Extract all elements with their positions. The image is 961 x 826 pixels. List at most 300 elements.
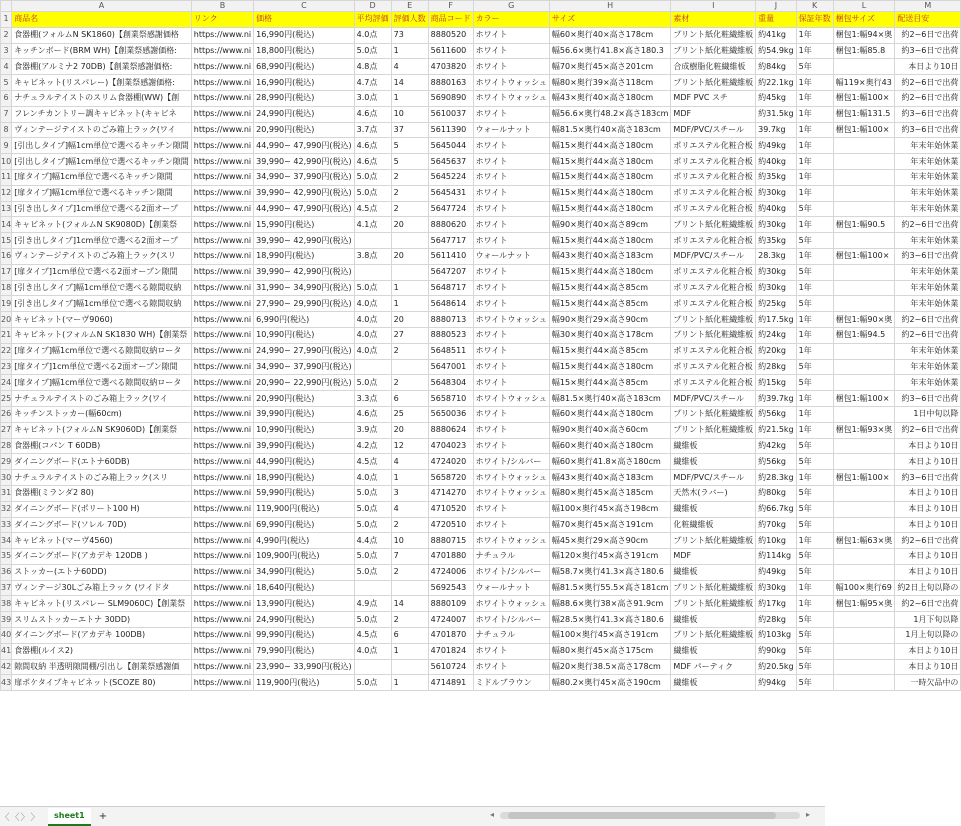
- cell[interactable]: https://www.ni: [191, 43, 253, 59]
- cell[interactable]: 3.9点: [354, 422, 391, 438]
- cell[interactable]: 20,990~ 22,990円(税込): [254, 375, 354, 391]
- cell[interactable]: ナチュラルテイストのごみ箱上ラック(スリ: [12, 470, 192, 486]
- cell[interactable]: ナチュラル: [473, 628, 549, 644]
- row-number[interactable]: 42: [1, 659, 12, 675]
- row-number[interactable]: 23: [1, 359, 12, 375]
- cell[interactable]: 梱包1:幅94×奥: [833, 27, 895, 43]
- cell[interactable]: 年末年始休業: [895, 280, 961, 296]
- header-cell[interactable]: 商品名: [12, 12, 192, 28]
- cell[interactable]: https://www.ni: [191, 533, 253, 549]
- cell[interactable]: 34,990~ 37,990円(税込): [254, 359, 354, 375]
- cell[interactable]: 幅15×奥行44×高さ180cm: [549, 154, 671, 170]
- cell[interactable]: 隙間収納 半透明隙間棚/引出し【創業祭感謝価: [12, 659, 192, 675]
- row-number[interactable]: 34: [1, 533, 12, 549]
- cell[interactable]: 5690890: [428, 90, 473, 106]
- header-cell[interactable]: 商品コード: [428, 12, 473, 28]
- cell[interactable]: [833, 201, 895, 217]
- cell[interactable]: https://www.ni: [191, 201, 253, 217]
- cell[interactable]: 繊維板: [671, 564, 756, 580]
- cell[interactable]: 食器棚(ミランダ2 80): [12, 485, 192, 501]
- cell[interactable]: ウォールナット: [473, 122, 549, 138]
- cell[interactable]: 4.8点: [354, 59, 391, 75]
- row-number[interactable]: 28: [1, 438, 12, 454]
- cell[interactable]: ホワイト: [473, 43, 549, 59]
- cell[interactable]: 梱包1:幅93×奥: [833, 422, 895, 438]
- cell[interactable]: https://www.ni: [191, 185, 253, 201]
- cell[interactable]: 2: [391, 375, 428, 391]
- cell[interactable]: 27,990~ 29,990円(税込): [254, 296, 354, 312]
- cell[interactable]: ホワイトウォッシュ: [473, 90, 549, 106]
- cell[interactable]: 7: [391, 549, 428, 565]
- cell[interactable]: 8880624: [428, 422, 473, 438]
- cell[interactable]: 約2~6日で出荷: [895, 327, 961, 343]
- cell[interactable]: 幅15×奥行44×高さ180cm: [549, 264, 671, 280]
- cell[interactable]: 4724007: [428, 612, 473, 628]
- cell[interactable]: 5年: [796, 233, 833, 249]
- cell[interactable]: https://www.ni: [191, 580, 253, 596]
- cell[interactable]: 5.0点: [354, 675, 391, 691]
- cell[interactable]: プリント紙化粧繊維板: [671, 312, 756, 328]
- cell[interactable]: 5年: [796, 659, 833, 675]
- cell[interactable]: 4: [391, 454, 428, 470]
- cell[interactable]: 8880520: [428, 27, 473, 43]
- cell[interactable]: 68,990円(税込): [254, 59, 354, 75]
- cell[interactable]: 6,990円(税込): [254, 312, 354, 328]
- cell[interactable]: [引き出しタイプ]1cm単位で選べる2面オープ: [12, 233, 192, 249]
- cell[interactable]: 5645224: [428, 169, 473, 185]
- cell[interactable]: ホワイト/シルバー: [473, 454, 549, 470]
- cell[interactable]: キャビネット(フォルムN SK1830 WH)【創業祭: [12, 327, 192, 343]
- header-cell[interactable]: 梱包サイズ: [833, 12, 895, 28]
- cell[interactable]: 4.1点: [354, 217, 391, 233]
- row-number[interactable]: 15: [1, 233, 12, 249]
- cell[interactable]: 20,990円(税込): [254, 122, 354, 138]
- cell[interactable]: ホワイト: [473, 280, 549, 296]
- cell[interactable]: 13,990円(税込): [254, 596, 354, 612]
- cell[interactable]: 幅81.5×奥行55.5×高さ181cm: [549, 580, 671, 596]
- horizontal-scrollbar[interactable]: [500, 812, 800, 819]
- cell[interactable]: [391, 264, 428, 280]
- cell[interactable]: [833, 485, 895, 501]
- cell[interactable]: 幅100×奥行69: [833, 580, 895, 596]
- row-number[interactable]: 25: [1, 391, 12, 407]
- cell[interactable]: MDF/PVC/スチール: [671, 248, 756, 264]
- cell[interactable]: ホワイト: [473, 59, 549, 75]
- cell[interactable]: 5645044: [428, 138, 473, 154]
- cell[interactable]: 5年: [796, 612, 833, 628]
- row-number[interactable]: 19: [1, 296, 12, 312]
- cell[interactable]: 幅43×奥行40×高さ180cm: [549, 90, 671, 106]
- cell[interactable]: ホワイトウォッシュ: [473, 312, 549, 328]
- cell[interactable]: 幅20×奥行38.5×高さ178cm: [549, 659, 671, 675]
- cell[interactable]: 1年: [796, 43, 833, 59]
- cell[interactable]: 39,990~ 42,990円(税込): [254, 154, 354, 170]
- cell[interactable]: ナチュラルテイストのスリム食器棚(WW)【創: [12, 90, 192, 106]
- cell[interactable]: 2: [391, 564, 428, 580]
- cell[interactable]: スリムストッカーエトナ 30DD): [12, 612, 192, 628]
- cell[interactable]: 5658710: [428, 391, 473, 407]
- cell[interactable]: 24,990円(税込): [254, 612, 354, 628]
- cell[interactable]: 1年: [796, 106, 833, 122]
- cell[interactable]: 約10kg: [756, 533, 797, 549]
- cell[interactable]: 4714891: [428, 675, 473, 691]
- cell[interactable]: ポリエステル化粧合板: [671, 154, 756, 170]
- cell[interactable]: 8880523: [428, 327, 473, 343]
- cell[interactable]: 3.0点: [354, 90, 391, 106]
- cell[interactable]: ホワイト: [473, 375, 549, 391]
- cell[interactable]: 約2~6日で出荷: [895, 422, 961, 438]
- row-number[interactable]: 41: [1, 643, 12, 659]
- cell[interactable]: 3.3点: [354, 391, 391, 407]
- cell[interactable]: 約3~6日で出荷: [895, 122, 961, 138]
- cell[interactable]: [引出しタイプ]幅1cm単位で選べるキッチン隙間: [12, 154, 192, 170]
- cell[interactable]: https://www.ni: [191, 75, 253, 91]
- cell[interactable]: 4.0点: [354, 27, 391, 43]
- row-number[interactable]: 31: [1, 485, 12, 501]
- cell[interactable]: 梱包1:幅85.8: [833, 43, 895, 59]
- cell[interactable]: 14: [391, 596, 428, 612]
- row-number[interactable]: 1: [1, 12, 12, 28]
- cell[interactable]: 8880109: [428, 596, 473, 612]
- cell[interactable]: 18,800円(税込): [254, 43, 354, 59]
- cell[interactable]: 5.0点: [354, 501, 391, 517]
- cell[interactable]: 幅60×奥行41.8×高さ180cm: [549, 454, 671, 470]
- cell[interactable]: [引出しタイプ]幅1cm単位で選べるキッチン隙間: [12, 138, 192, 154]
- cell[interactable]: 梱包1:幅90×奥: [833, 312, 895, 328]
- cell[interactable]: [833, 59, 895, 75]
- cell[interactable]: 4: [391, 59, 428, 75]
- cell[interactable]: [391, 359, 428, 375]
- cell[interactable]: 約22.1kg: [756, 75, 797, 91]
- cell[interactable]: 梱包1:幅100×: [833, 122, 895, 138]
- cell[interactable]: 39.7kg: [756, 122, 797, 138]
- cell[interactable]: 約30kg: [756, 280, 797, 296]
- cell[interactable]: 15,990円(税込): [254, 217, 354, 233]
- cell[interactable]: 1: [391, 643, 428, 659]
- cell[interactable]: ホワイトウォッシュ: [473, 75, 549, 91]
- cell[interactable]: ポリエステル化粧合板: [671, 280, 756, 296]
- cell[interactable]: 幅70×奥行45×高さ201cm: [549, 59, 671, 75]
- cell[interactable]: https://www.ni: [191, 659, 253, 675]
- cell[interactable]: ポリエステル化粧合板: [671, 296, 756, 312]
- column-header[interactable]: A: [12, 1, 192, 12]
- cell[interactable]: 4.0点: [354, 643, 391, 659]
- cell[interactable]: プリント紙化粧繊維板: [671, 533, 756, 549]
- column-header[interactable]: J: [756, 1, 797, 12]
- cell[interactable]: 梱包1:幅131.5: [833, 106, 895, 122]
- cell[interactable]: ポリエステル化粧合板: [671, 375, 756, 391]
- cell[interactable]: [391, 580, 428, 596]
- cell[interactable]: 約42kg: [756, 438, 797, 454]
- cell[interactable]: 31,990~ 34,990円(税込): [254, 280, 354, 296]
- cell[interactable]: 幅100×奥行45×高さ191cm: [549, 628, 671, 644]
- row-number[interactable]: 43: [1, 675, 12, 691]
- cell[interactable]: ホワイト: [473, 217, 549, 233]
- cell[interactable]: https://www.ni: [191, 406, 253, 422]
- cell[interactable]: https://www.ni: [191, 343, 253, 359]
- next-sheet-button[interactable]: 〉: [20, 813, 30, 823]
- cell[interactable]: 1年: [796, 406, 833, 422]
- cell[interactable]: ポリエステル化粧合板: [671, 185, 756, 201]
- row-number[interactable]: 4: [1, 59, 12, 75]
- cell[interactable]: ホワイトウォッシュ: [473, 596, 549, 612]
- cell[interactable]: 34,990~ 37,990円(税込): [254, 169, 354, 185]
- row-number[interactable]: 32: [1, 501, 12, 517]
- cell[interactable]: 5648304: [428, 375, 473, 391]
- cell[interactable]: 約40kg: [756, 201, 797, 217]
- header-cell[interactable]: 平均評価: [354, 12, 391, 28]
- cell[interactable]: 1年: [796, 75, 833, 91]
- cell[interactable]: 4,990円(税込): [254, 533, 354, 549]
- row-number[interactable]: 11: [1, 169, 12, 185]
- cell[interactable]: 年末年始休業: [895, 138, 961, 154]
- cell[interactable]: 23,990~ 33,990円(税込): [254, 659, 354, 675]
- cell[interactable]: 5.0点: [354, 564, 391, 580]
- cell[interactable]: 20: [391, 312, 428, 328]
- cell[interactable]: 本日より10日: [895, 59, 961, 75]
- cell[interactable]: 5年: [796, 201, 833, 217]
- cell[interactable]: 39,990~ 42,990円(税込): [254, 264, 354, 280]
- cell[interactable]: 5645637: [428, 154, 473, 170]
- cell[interactable]: 1日中旬以降: [895, 406, 961, 422]
- cell[interactable]: ポリエステル化粧合板: [671, 264, 756, 280]
- cell[interactable]: 1年: [796, 280, 833, 296]
- cell[interactable]: 年末年始休業: [895, 233, 961, 249]
- cell[interactable]: 5610724: [428, 659, 473, 675]
- cell[interactable]: [833, 517, 895, 533]
- cell[interactable]: [扉タイプ]幅1cm単位で選べるキッチン隙間: [12, 169, 192, 185]
- cell[interactable]: 約17kg: [756, 596, 797, 612]
- cell[interactable]: https://www.ni: [191, 643, 253, 659]
- cell[interactable]: 5.0点: [354, 43, 391, 59]
- cell[interactable]: 約103kg: [756, 628, 797, 644]
- row-number[interactable]: 16: [1, 248, 12, 264]
- cell[interactable]: 5: [391, 138, 428, 154]
- cell[interactable]: https://www.ni: [191, 438, 253, 454]
- row-number[interactable]: 7: [1, 106, 12, 122]
- cell[interactable]: 5年: [796, 675, 833, 691]
- cell[interactable]: https://www.ni: [191, 312, 253, 328]
- cell[interactable]: 幅70×奥行45×高さ191cm: [549, 517, 671, 533]
- cell[interactable]: 幅90×奥行40×高さ89cm: [549, 217, 671, 233]
- cell[interactable]: 5年: [796, 517, 833, 533]
- cell[interactable]: 28,990円(税込): [254, 90, 354, 106]
- cell[interactable]: https://www.ni: [191, 470, 253, 486]
- cell[interactable]: 繊維板: [671, 454, 756, 470]
- cell[interactable]: 本日より10日: [895, 438, 961, 454]
- cell[interactable]: ストッカー(エトナ60DD): [12, 564, 192, 580]
- cell[interactable]: 1年: [796, 343, 833, 359]
- cell[interactable]: 幅43×奥行40×高さ183cm: [549, 470, 671, 486]
- cell[interactable]: プリント紙化粧繊維板: [671, 327, 756, 343]
- cell[interactable]: 約90kg: [756, 643, 797, 659]
- cell[interactable]: ポリエステル化粧合板: [671, 359, 756, 375]
- cell[interactable]: 約30kg: [756, 264, 797, 280]
- cell[interactable]: 年末年始休業: [895, 201, 961, 217]
- cell[interactable]: 本日より10日: [895, 501, 961, 517]
- cell[interactable]: ヴィンテージ30Lごみ箱上ラック (ワイドタ: [12, 580, 192, 596]
- cell[interactable]: 約30kg: [756, 185, 797, 201]
- cell[interactable]: https://www.ni: [191, 296, 253, 312]
- cell[interactable]: [833, 343, 895, 359]
- row-number[interactable]: 21: [1, 327, 12, 343]
- cell[interactable]: 16,990円(税込): [254, 75, 354, 91]
- cell[interactable]: 119,900円(税込): [254, 501, 354, 517]
- cell[interactable]: 1年: [796, 470, 833, 486]
- cell[interactable]: 1月下旬以降: [895, 612, 961, 628]
- cell[interactable]: 1: [391, 43, 428, 59]
- cell[interactable]: 69,990円(税込): [254, 517, 354, 533]
- cell[interactable]: ホワイト: [473, 154, 549, 170]
- cell[interactable]: ポリエステル化粧合板: [671, 343, 756, 359]
- cell[interactable]: 5645431: [428, 185, 473, 201]
- cell[interactable]: 幅90×奥行29×高さ90cm: [549, 312, 671, 328]
- cell[interactable]: [引き出しタイプ]1cm単位で選べる2面オープ: [12, 201, 192, 217]
- cell[interactable]: 79,990円(税込): [254, 643, 354, 659]
- cell[interactable]: ホワイトウォッシュ: [473, 391, 549, 407]
- cell[interactable]: https://www.ni: [191, 501, 253, 517]
- sheet-tab-sheet1[interactable]: sheet1: [48, 808, 91, 826]
- cell[interactable]: 梱包1:幅90.5: [833, 217, 895, 233]
- header-cell[interactable]: カラー: [473, 12, 549, 28]
- cell[interactable]: 4701870: [428, 628, 473, 644]
- row-number[interactable]: 13: [1, 201, 12, 217]
- cell[interactable]: プリント紙化粧繊維板: [671, 596, 756, 612]
- cell[interactable]: ホワイト: [473, 264, 549, 280]
- cell[interactable]: ホワイト: [473, 343, 549, 359]
- cell[interactable]: https://www.ni: [191, 517, 253, 533]
- cell[interactable]: MDF PVC スチ: [671, 90, 756, 106]
- cell[interactable]: ホワイト: [473, 233, 549, 249]
- cell[interactable]: 約15kg: [756, 375, 797, 391]
- cell[interactable]: ダイニングボード(ソレル 70D): [12, 517, 192, 533]
- cell[interactable]: [833, 643, 895, 659]
- cell[interactable]: 1年: [796, 217, 833, 233]
- cell[interactable]: 5650036: [428, 406, 473, 422]
- cell[interactable]: 約40kg: [756, 154, 797, 170]
- cell[interactable]: 5611600: [428, 43, 473, 59]
- cell[interactable]: 約30kg: [756, 580, 797, 596]
- cell[interactable]: 幅15×奥行44×高さ180cm: [549, 138, 671, 154]
- cell[interactable]: 年末年始休業: [895, 359, 961, 375]
- cell[interactable]: 4701824: [428, 643, 473, 659]
- cell[interactable]: ホワイトウォッシュ: [473, 470, 549, 486]
- row-number[interactable]: 30: [1, 470, 12, 486]
- cell[interactable]: 5611410: [428, 248, 473, 264]
- cell[interactable]: 5年: [796, 549, 833, 565]
- cell[interactable]: 1年: [796, 154, 833, 170]
- cell[interactable]: ホワイト: [473, 501, 549, 517]
- cell[interactable]: MDF: [671, 106, 756, 122]
- row-number[interactable]: 26: [1, 406, 12, 422]
- cell[interactable]: 約84kg: [756, 59, 797, 75]
- row-number[interactable]: 12: [1, 185, 12, 201]
- cell[interactable]: 年末年始休業: [895, 264, 961, 280]
- cell[interactable]: 幅56.6×奥行48.2×高さ183cm: [549, 106, 671, 122]
- cell[interactable]: ポリエステル化粧合板: [671, 233, 756, 249]
- last-sheet-button[interactable]: 〉: [30, 813, 40, 823]
- cell[interactable]: 繊維板: [671, 675, 756, 691]
- row-number[interactable]: 8: [1, 122, 12, 138]
- cell[interactable]: 14: [391, 75, 428, 91]
- cell[interactable]: キッチンボード(BRM WH)【創業祭感謝価格:: [12, 43, 192, 59]
- cell[interactable]: MDF: [671, 549, 756, 565]
- cell[interactable]: 5647207: [428, 264, 473, 280]
- cell[interactable]: 25: [391, 406, 428, 422]
- cell[interactable]: 約41kg: [756, 27, 797, 43]
- cell[interactable]: 5年: [796, 59, 833, 75]
- cell[interactable]: ホワイト: [473, 27, 549, 43]
- cell[interactable]: [扉タイプ]1cm単位で選べる2面オープン隙間: [12, 264, 192, 280]
- cell[interactable]: 2: [391, 201, 428, 217]
- cell[interactable]: [391, 659, 428, 675]
- cell[interactable]: 約3~6日で出荷: [895, 106, 961, 122]
- cell[interactable]: ホワイト: [473, 659, 549, 675]
- cell[interactable]: ホワイト: [473, 296, 549, 312]
- cell[interactable]: 幅119×奥行43: [833, 75, 895, 91]
- cell[interactable]: 99,990円(税込): [254, 628, 354, 644]
- cell[interactable]: ホワイト: [473, 327, 549, 343]
- cell[interactable]: ホワイト/シルバー: [473, 564, 549, 580]
- cell[interactable]: 39,990~ 42,990円(税込): [254, 233, 354, 249]
- row-number[interactable]: 38: [1, 596, 12, 612]
- cell[interactable]: 10: [391, 533, 428, 549]
- cell[interactable]: 梱包1:幅95×奥: [833, 596, 895, 612]
- cell[interactable]: 約56kg: [756, 454, 797, 470]
- cell[interactable]: 幅43×奥行40×高さ183cm: [549, 248, 671, 264]
- cell[interactable]: [833, 612, 895, 628]
- cell[interactable]: 5658720: [428, 470, 473, 486]
- cell[interactable]: 梱包1:幅100×: [833, 90, 895, 106]
- cell[interactable]: 本日より10日: [895, 517, 961, 533]
- cell[interactable]: 約54.9kg: [756, 43, 797, 59]
- cell[interactable]: 4714270: [428, 485, 473, 501]
- column-header[interactable]: E: [391, 1, 428, 12]
- cell[interactable]: 約114kg: [756, 549, 797, 565]
- row-number[interactable]: 14: [1, 217, 12, 233]
- cell[interactable]: 約35kg: [756, 169, 797, 185]
- cell[interactable]: https://www.ni: [191, 217, 253, 233]
- cell[interactable]: 18,990円(税込): [254, 248, 354, 264]
- cell[interactable]: 20,990円(税込): [254, 391, 354, 407]
- cell[interactable]: https://www.ni: [191, 485, 253, 501]
- cell[interactable]: 幅80×奥行45×高さ185cm: [549, 485, 671, 501]
- cell[interactable]: キャビネット(フォルムN SK9080D)【創業祭: [12, 217, 192, 233]
- cell[interactable]: 約25kg: [756, 296, 797, 312]
- cell[interactable]: 幅30×奥行40×高さ178cm: [549, 327, 671, 343]
- cell[interactable]: 1年: [796, 533, 833, 549]
- cell[interactable]: ポリエステル化粧合板: [671, 201, 756, 217]
- cell[interactable]: https://www.ni: [191, 422, 253, 438]
- cell[interactable]: ダイニングボード(エトナ60DB): [12, 454, 192, 470]
- cell[interactable]: ホワイトウォッシュ: [473, 485, 549, 501]
- cell[interactable]: 10: [391, 106, 428, 122]
- cell[interactable]: 本日より10日: [895, 564, 961, 580]
- scrollbar-thumb[interactable]: [508, 812, 776, 819]
- cell[interactable]: [扉タイプ]幅1cm単位で選べる隙間収納ロータ: [12, 343, 192, 359]
- cell[interactable]: ナチュラルテイストのごみ箱上ラック(ワイ: [12, 391, 192, 407]
- cell[interactable]: ホワイト: [473, 422, 549, 438]
- column-header[interactable]: B: [191, 1, 253, 12]
- cell[interactable]: 約2~6日で出荷: [895, 90, 961, 106]
- cell[interactable]: [833, 675, 895, 691]
- column-header[interactable]: C: [254, 1, 354, 12]
- cell[interactable]: 幅81.5×奥行40×高さ183cm: [549, 122, 671, 138]
- prev-sheet-button[interactable]: 〈: [10, 813, 20, 823]
- cell[interactable]: 4710520: [428, 501, 473, 517]
- cell[interactable]: 約2~6日で出荷: [895, 75, 961, 91]
- cell[interactable]: 6: [391, 628, 428, 644]
